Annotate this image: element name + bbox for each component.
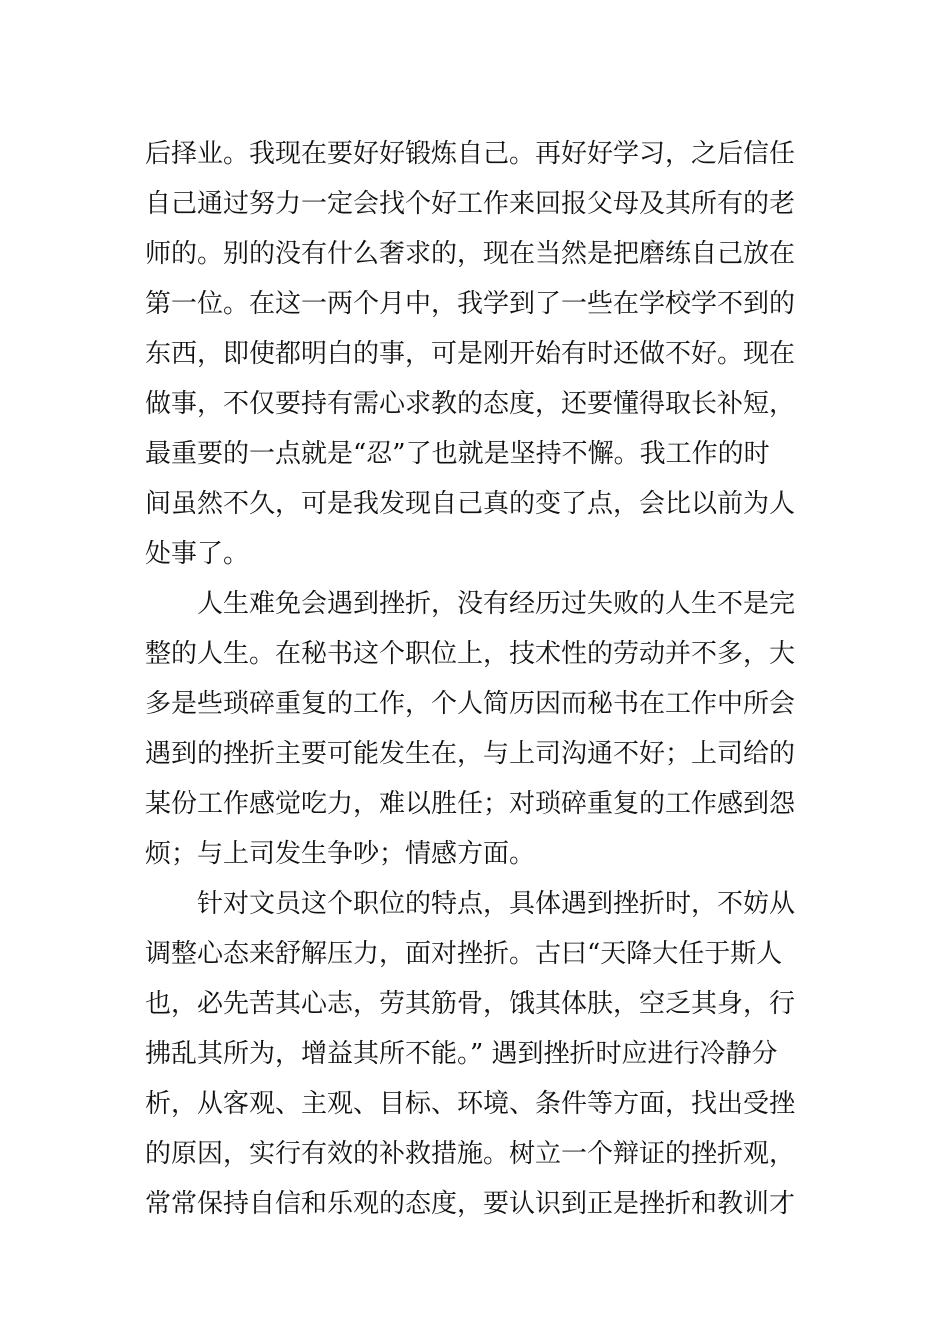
text-line: 析，从客观、主观、目标、环境、条件等方面，找出受挫: [145, 1089, 796, 1119]
text-line: 自己通过努力一定会找个好工作来回报父母及其所有的老: [145, 189, 796, 219]
text-line: 做事，不仅要持有需心求教的态度，还要懂得取长补短，: [145, 389, 796, 419]
text-line: 的原因，实行有效的补救措施。树立一个辩证的挫折观，: [145, 1139, 796, 1169]
text-line: 间虽然不久，可是我发现自己真的变了点，会比以前为人: [145, 489, 796, 519]
text-line: 常常保持自信和乐观的态度，要认识到正是挫折和教训才: [145, 1189, 796, 1219]
text-line: 最重要的一点就是“忍”了也就是坚持不懈。我工作的时: [145, 439, 770, 469]
text-line: 调整心态来舒解压力，面对挫折。古曰“天降大任于斯人: [145, 939, 783, 969]
text-line: 人生难免会遇到挫折，没有经历过失败的人生不是完: [197, 589, 796, 619]
text-line: 后择业。我现在要好好锻炼自己。再好好学习，之后信任: [145, 139, 796, 169]
text-line: 整的人生。在秘书这个职位上，技术性的劳动并不多，大: [145, 639, 796, 669]
text-line: 遇到的挫折主要可能发生在，与上司沟通不好；上司给的: [145, 739, 796, 769]
text-line: 处事了。: [145, 539, 250, 569]
paragraph-2: [145, 579, 810, 879]
paragraph-3: [145, 879, 810, 1229]
text-line: 多是些琐碎重复的工作，个人简历因而秘书在工作中所会: [145, 689, 796, 719]
text-line: 也，必先苦其心志，劳其筋骨，饿其体肤，空乏其身，行: [145, 989, 796, 1019]
text-line: 针对文员这个职位的特点，具体遇到挫折时，不妨从: [197, 889, 796, 919]
paragraph-1: [145, 129, 810, 579]
text-line: 东西，即使都明白的事，可是刚开始有时还做不好。现在: [145, 339, 796, 369]
text-line: 拂乱其所为，增益其所不能。” 遇到挫折时应进行冷静分: [145, 1039, 778, 1069]
text-line: 烦；与上司发生争吵；情感方面。: [145, 839, 536, 869]
text-line: 第一位。在这一两个月中，我学到了一些在学校学不到的: [145, 289, 796, 319]
text-line: 某份工作感觉吃力，难以胜任；对琐碎重复的工作感到怨: [145, 789, 796, 819]
document-body: [145, 129, 810, 1229]
text-line: 师的。别的没有什么奢求的，现在当然是把磨练自己放在: [145, 239, 796, 269]
